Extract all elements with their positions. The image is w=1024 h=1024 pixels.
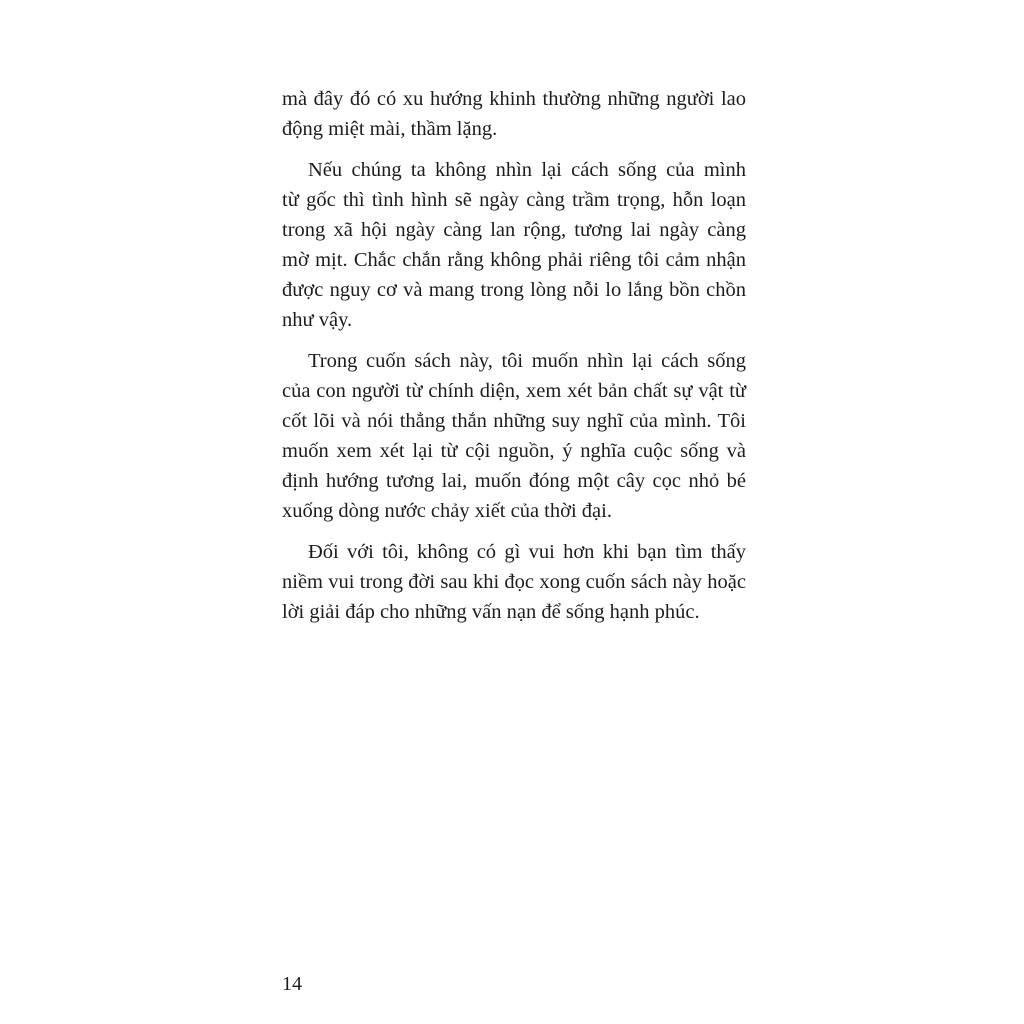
text-line: niềm vui trong đời sau khi đọc xong cuốn sách này hoặc	[282, 571, 746, 593]
text-line: như vậy.	[282, 309, 353, 331]
paragraph-3	[282, 346, 746, 526]
text-line: mà đây đó có xu hướng khinh thường những người lao	[282, 88, 746, 110]
text-line: định hướng tương lai, muốn đóng một cây cọc nhỏ bé	[282, 470, 746, 492]
text-line: cốt lõi và nói thẳng thắn những suy nghĩ của mình. Tôi	[282, 410, 746, 432]
text-line: lời giải đáp cho những vấn nạn để sống hạnh phúc.	[282, 601, 700, 623]
page-number: 14	[282, 973, 302, 995]
text-line: động miệt mài, thầm lặng.	[282, 118, 498, 140]
paragraph-2	[282, 155, 746, 335]
text-line: trong xã hội ngày càng lan rộng, tương lai ngày càng	[282, 219, 746, 241]
text-line: xuống dòng nước chảy xiết của thời đại.	[282, 500, 612, 522]
text-line: Đối với tôi, không có gì vui hơn khi bạn tìm thấy	[308, 541, 746, 563]
paragraph-1	[282, 84, 746, 144]
text-line: muốn xem xét lại từ cội nguồn, ý nghĩa cuộc sống và	[282, 440, 746, 462]
text-line: được nguy cơ và mang trong lòng nỗi lo lắng bồn chồn	[282, 279, 746, 301]
text-line: Nếu chúng ta không nhìn lại cách sống của mình	[308, 159, 746, 181]
body-text	[282, 84, 746, 627]
paragraph-4	[282, 537, 746, 627]
text-line: mờ mịt. Chắc chắn rằng không phải riêng tôi cảm nhận	[282, 249, 746, 271]
text-line: của con người từ chính diện, xem xét bản chất sự vật từ	[282, 380, 746, 402]
text-line: Trong cuốn sách này, tôi muốn nhìn lại cách sống	[308, 350, 746, 372]
text-line: từ gốc thì tình hình sẽ ngày càng trầm trọng, hỗn loạn	[282, 189, 746, 211]
